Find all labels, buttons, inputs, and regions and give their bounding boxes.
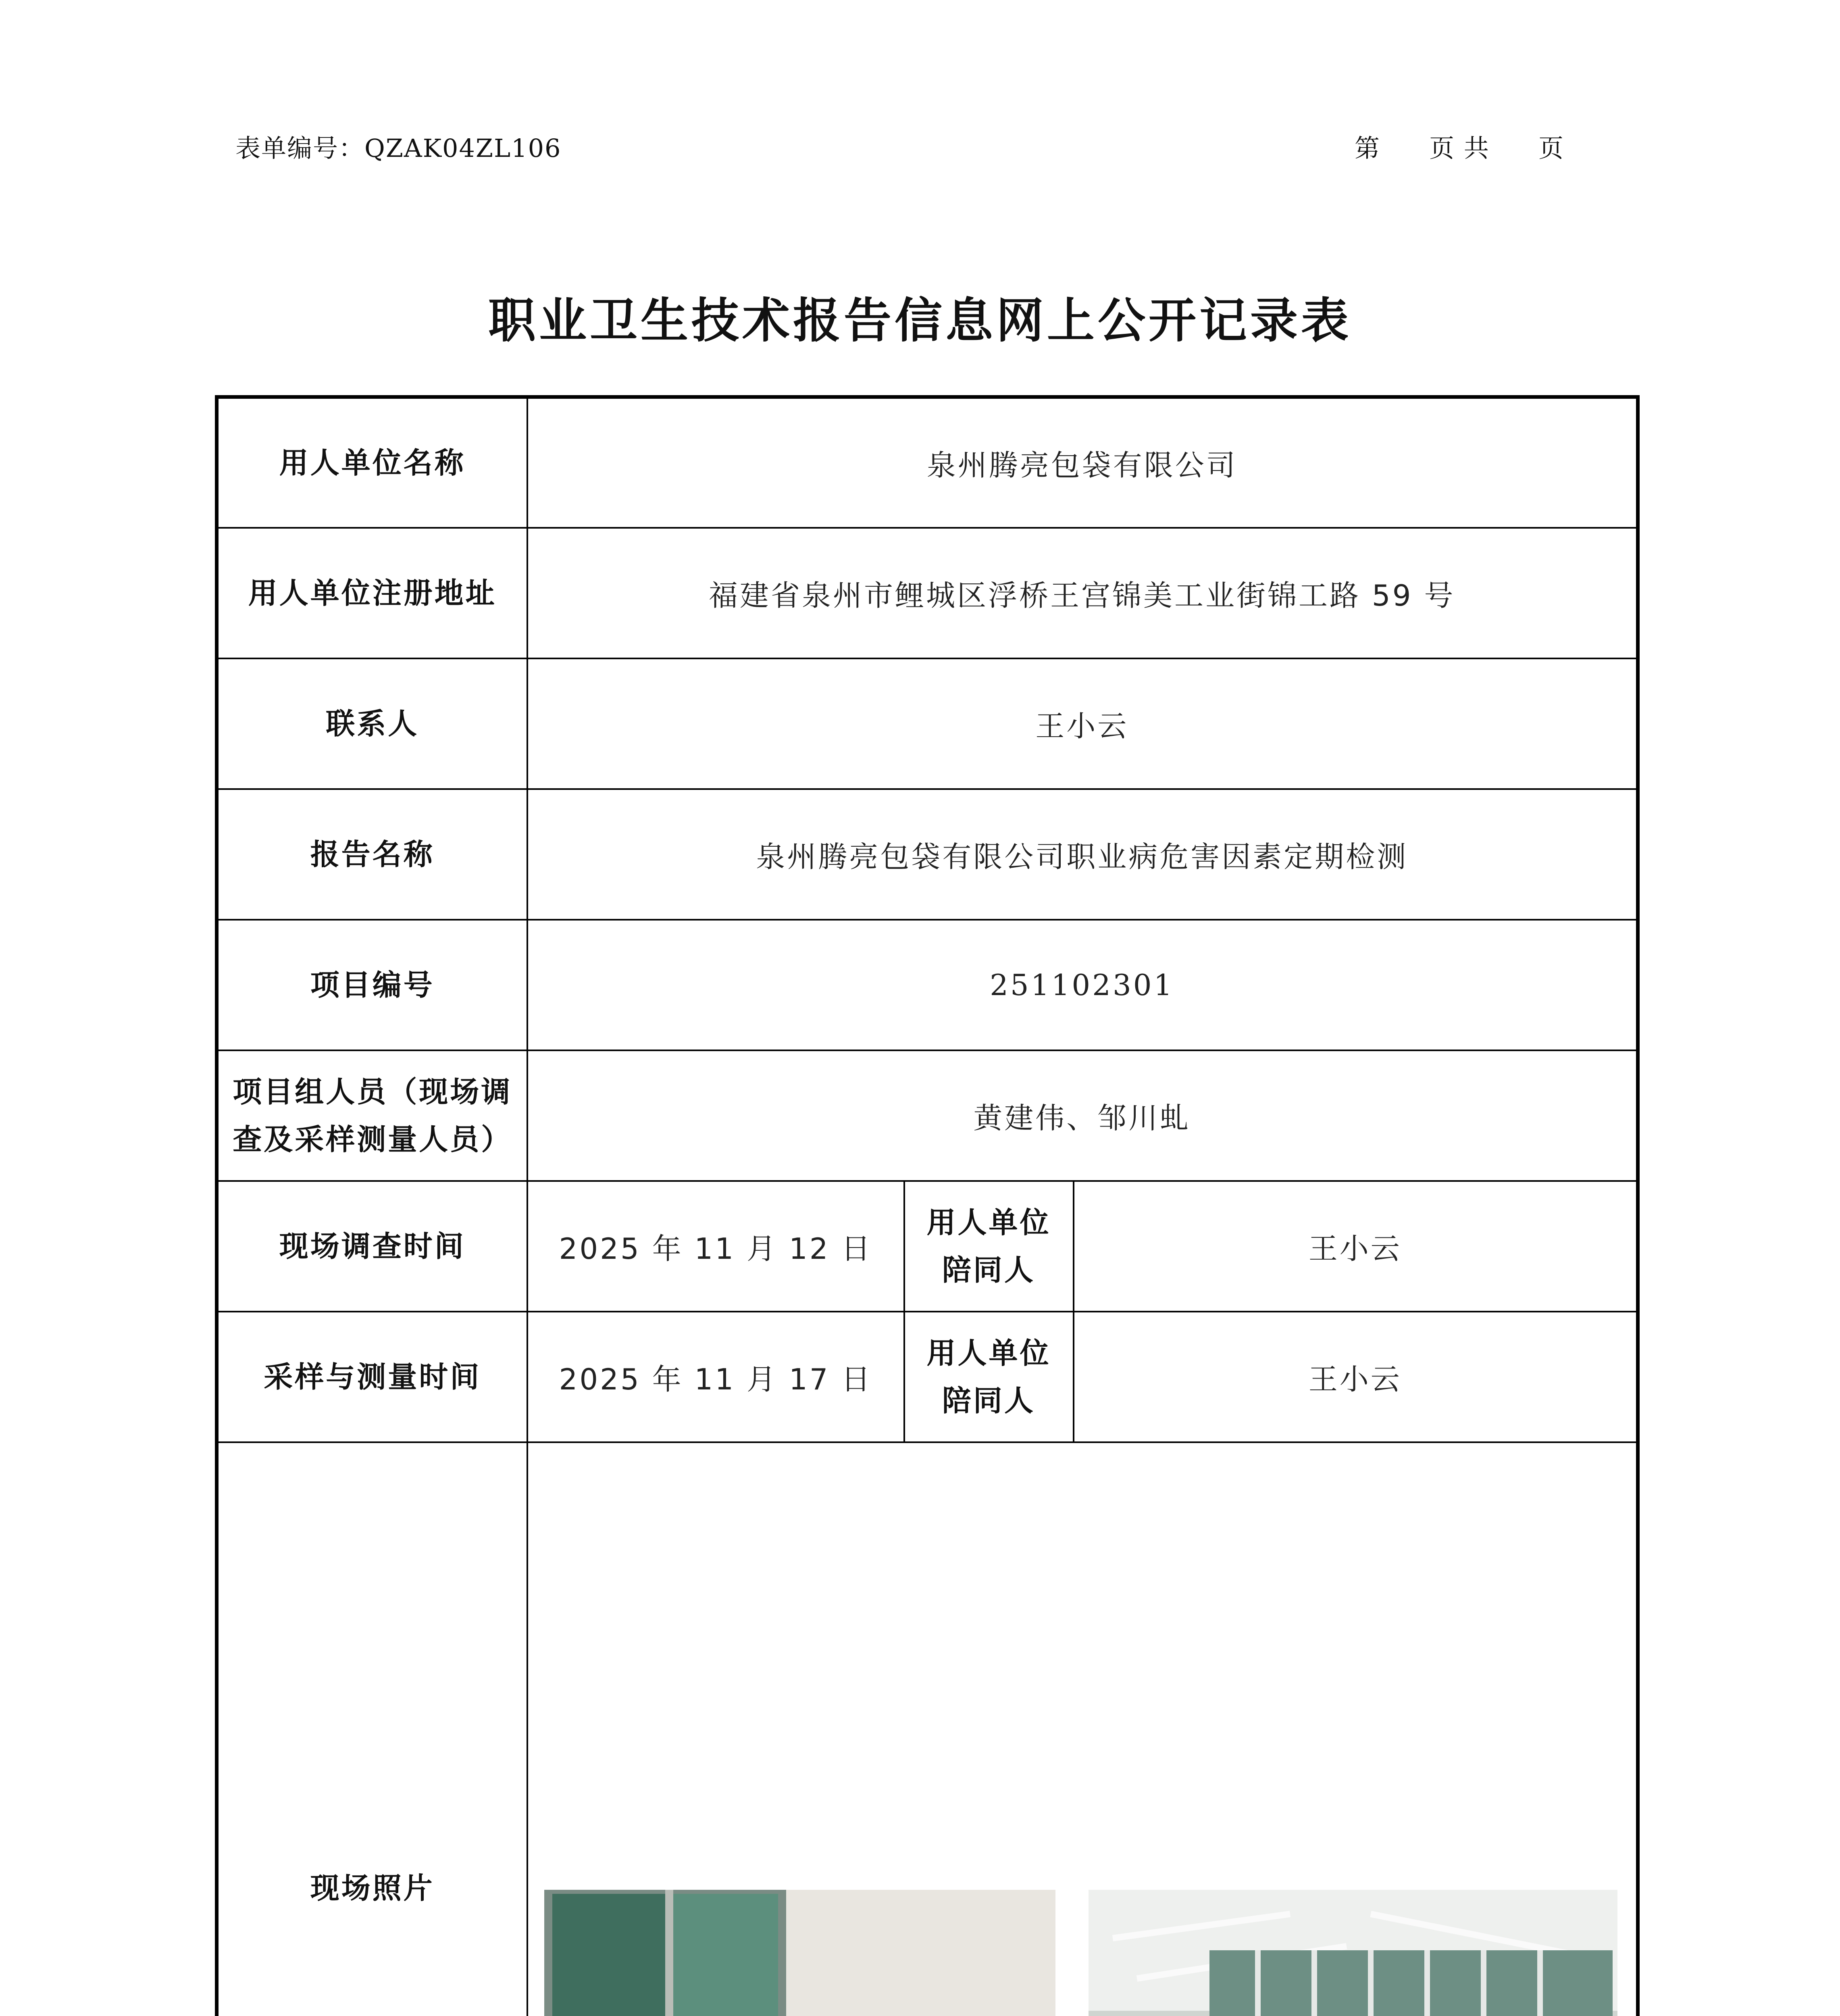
row-photos <box>217 1442 1638 2016</box>
page-ye-gong: 页 共 <box>1429 133 1490 163</box>
unit-name-label: 用人单位名称 <box>217 397 527 528</box>
team-value: 黄建伟、邹川虬 <box>527 1050 1638 1181</box>
site-photo-1-image <box>544 1890 1055 2016</box>
photos-label: 现场照片 <box>217 1442 527 2016</box>
survey-escort-label <box>904 1181 1074 1312</box>
form-number-value: QZAK04ZL106 <box>364 133 562 163</box>
survey-escort-label-line1: 用人单位 <box>926 1205 1051 1239</box>
page-indicator <box>1355 128 1564 164</box>
unit-name-value: 泉州腾亮包袋有限公司 <box>527 397 1638 528</box>
survey-escort-value: 王小云 <box>1074 1181 1638 1312</box>
sampling-time-label: 采样与测量时间 <box>217 1312 527 1442</box>
team-label <box>217 1050 527 1181</box>
page-di: 第 <box>1355 133 1381 163</box>
site-photo-2 <box>1089 1890 1617 2016</box>
sampling-escort-label <box>904 1312 1074 1442</box>
row-address <box>217 528 1638 658</box>
row-sampling-time <box>217 1312 1638 1442</box>
row-survey-time <box>217 1181 1638 1312</box>
row-unit-name <box>217 397 1638 528</box>
survey-time-label: 现场调查时间 <box>217 1181 527 1312</box>
record-table <box>215 395 1640 2016</box>
report-name-value: 泉州腾亮包袋有限公司职业病危害因素定期检测 <box>527 789 1638 920</box>
row-report-name <box>217 789 1638 920</box>
row-contact <box>217 658 1638 789</box>
team-label-line1: 项目组人员（现场调 <box>233 1075 512 1109</box>
sampling-escort-label-line1: 用人单位 <box>926 1336 1051 1370</box>
project-no-value: 251102301 <box>527 920 1638 1050</box>
project-no-label: 项目编号 <box>217 920 527 1050</box>
form-number-label: 表单编号： <box>235 133 365 163</box>
report-name-label: 报告名称 <box>217 789 527 920</box>
form-number <box>235 128 562 164</box>
sampling-escort-value: 王小云 <box>1074 1312 1638 1442</box>
sampling-escort-label-line2: 陪同人 <box>942 1383 1035 1418</box>
team-label-line2: 查及采样测量人员） <box>233 1122 512 1156</box>
photos-cell <box>527 1442 1638 2016</box>
page-ye: 页 <box>1538 133 1564 163</box>
contact-label: 联系人 <box>217 658 527 789</box>
sampling-time-value: 2025 年 11 月 17 日 <box>527 1312 904 1442</box>
survey-escort-label-line2: 陪同人 <box>942 1253 1035 1287</box>
page-title: 职业卫生技术报告信息网上公开记录表 <box>488 293 1352 348</box>
site-photo-1 <box>544 1890 1055 2016</box>
site-photo-2-image <box>1089 1890 1617 2016</box>
contact-value: 王小云 <box>527 658 1638 789</box>
survey-time-value: 2025 年 11 月 12 日 <box>527 1181 904 1312</box>
row-project-no <box>217 920 1638 1050</box>
row-team <box>217 1050 1638 1181</box>
address-label: 用人单位注册地址 <box>217 528 527 658</box>
address-value: 福建省泉州市鲤城区浮桥王宫锦美工业街锦工路 59 号 <box>527 528 1638 658</box>
